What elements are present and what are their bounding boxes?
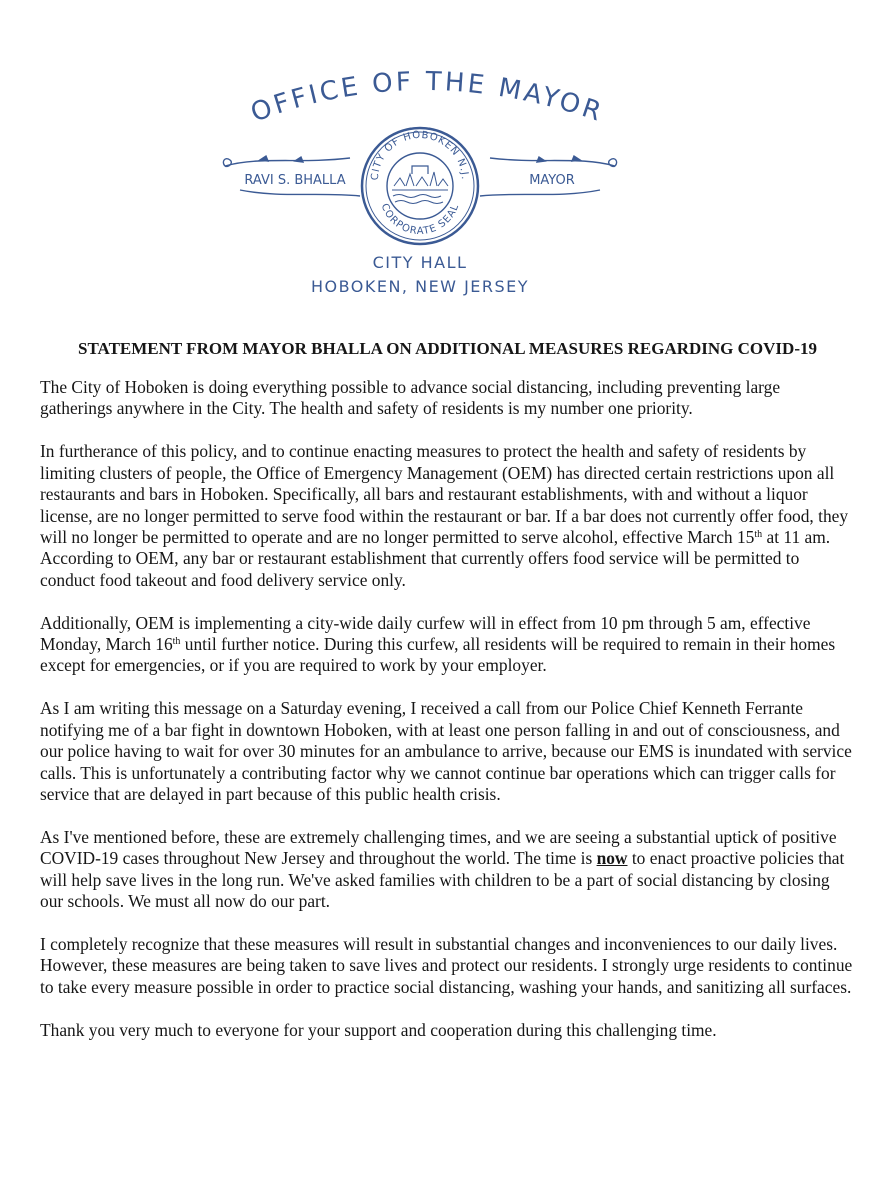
city-location-label: HOBOKEN, NEW JERSEY	[310, 277, 530, 296]
mayor-letterhead-emblem	[200, 68, 640, 303]
svg-text:CORPORATE SEAL: CORPORATE SEAL	[378, 202, 462, 238]
paragraph-4: As I am writing this message on a Saturday evening, I received a call from our Police Chief Kenneth Ferrante notifying me of a bar fight in downtown Hoboken, with at least one person falling in and out of consciousness, and our police having to wait for over 30 minutes for an ambulance to arrive, because our EMS is inundated with service calls. This is unfortunately a contributing factor why we cannot continue bar operations which can trigger calls for service that are delayed in part because of this public health crisis.	[40, 698, 852, 804]
svg-text:CITY OF HOBOKEN N.J.: CITY OF HOBOKEN N.J.	[369, 129, 471, 181]
city-seal-icon	[362, 128, 478, 244]
city-hall-label: CITY HALL	[372, 253, 468, 272]
statement-body	[40, 338, 855, 1063]
letterhead	[200, 68, 640, 303]
statement-title: STATEMENT FROM MAYOR BHALLA ON ADDITIONAL MEASURES REGARDING COVID-19	[78, 339, 817, 358]
mayor-name: RAVI S. BHALLA	[244, 173, 346, 188]
office-heading: OFFICE OF THE MAYOR	[247, 68, 608, 129]
paragraph-7: Thank you very much to everyone for your support and cooperation during this challenging time.	[40, 1019, 717, 1040]
paragraph-1: The City of Hoboken is doing everything possible to advance social distancing, including preventing large gatherings anywhere in the City. The health and safety of residents is my number one priority.	[40, 377, 781, 419]
paragraph-5: As I've mentioned before, these are extremely challenging times, and we are seeing a substantial uptick of positive COVID-19 cases throughout New Jersey and throughout the world. The time is now to enact proactive policies that will help save lives in the long run. We've asked families with children to be a part of social distancing by closing our schools. We must all now do our part.	[40, 826, 845, 912]
emphasis-now: now	[596, 848, 628, 869]
mayor-title: MAYOR	[529, 173, 575, 188]
paragraph-6: I completely recognize that these measures will result in substantial changes and inconveniences to our daily lives. However, these measures are being taken to save lives and protect our residents. I strongly urge residents to continue to take every measure possible in order to practice social distancing, washing your hands, and sanitizing all surfaces.	[40, 934, 853, 997]
paragraph-2: In furtherance of this policy, and to continue enacting measures to protect the health and safety of residents by limiting clusters of people, the Office of Emergency Management (OEM) has directed certain restrictions upon all restaurants and bars in Hoboken. Specifically, all bars and restaurant establishments, with and without a liquor license, are no longer permitted to serve food within the restaurant or bar. If a bar does not currently offer food, they will no longer be permitted to operate and are no longer permitted to serve alcohol, effective March 15th at 11 am. According to OEM, any bar or restaurant establishment that currently offers food service will be permitted to conduct food takeout and food delivery service only.	[40, 441, 849, 590]
paragraph-3: Additionally, OEM is implementing a city-wide daily curfew will in effect from 10 pm through 5 am, effective Monday, March 16th until further notice. During this curfew, all residents will be required to remain in their homes except for emergencies, or if you are required to work by your employer.	[40, 612, 836, 676]
